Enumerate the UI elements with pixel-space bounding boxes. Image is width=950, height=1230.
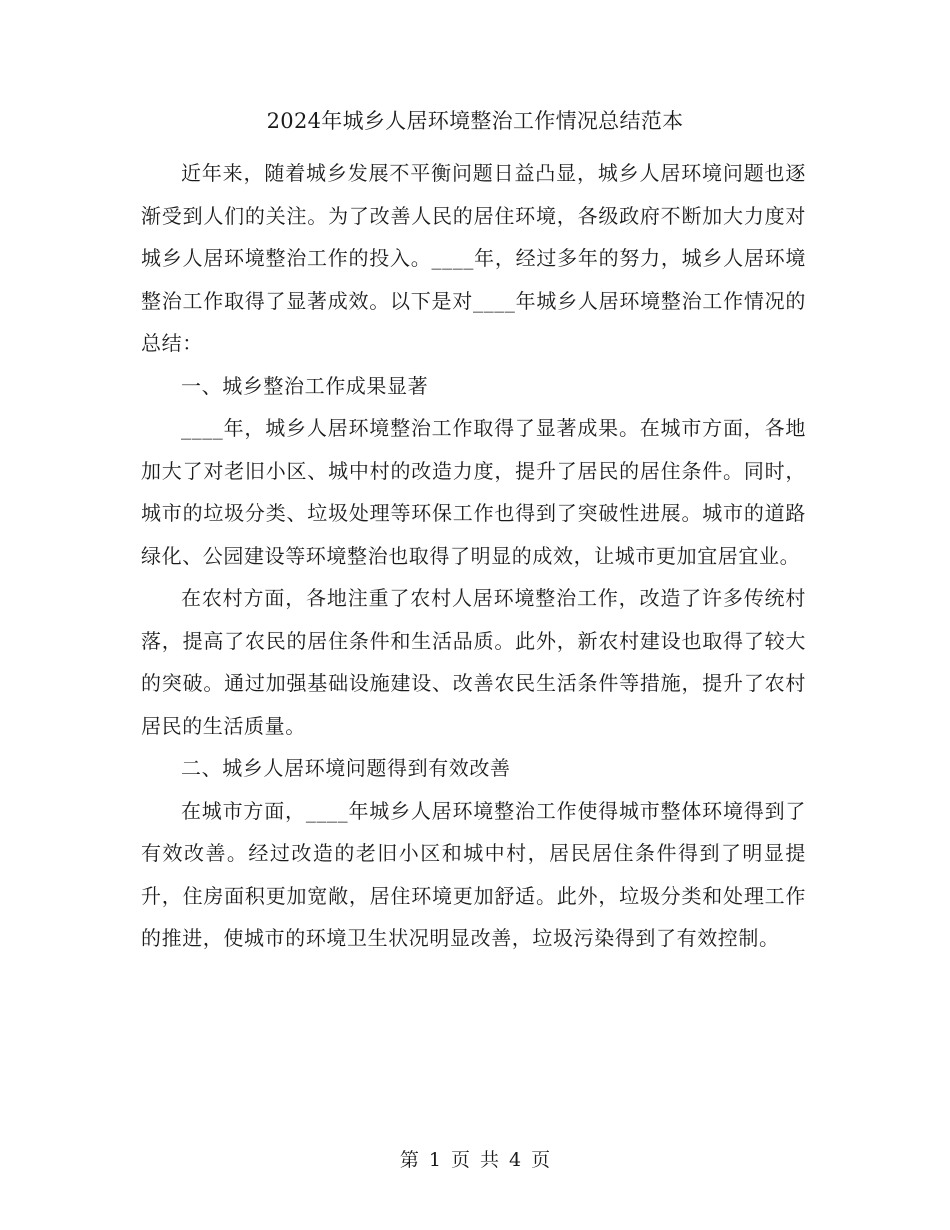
section-heading-2: 二、城乡人居环境问题得到有效改善 [181, 756, 511, 780]
section-1-paragraph-city: ____年，城乡人居环境整治工作取得了显著成果。在城市方面，各地加大了对老旧小区、城中村的改造力度，提升了居民的居住条件。同时，城市的垃圾分类、垃圾处理等环保工作也得到了突破性进展。城市的道路绿化、公园建设等环境整治也取得了明显的成效，让城市更加宜居宜业。 [141, 416, 806, 568]
section-1-paragraph-rural: 在农村方面，各地注重了农村人居环境整治工作，改造了许多传统村落，提高了农民的居住条件和生活品质。此外，新农村建设也取得了较大的突破。通过加强基础设施建设、改善农民生活条件等措施，提升了农村居民的生活质量。 [141, 586, 806, 738]
page-number-footer: 第 1 页 共 4 页 [399, 1149, 551, 1171]
intro-paragraph: 近年来，随着城乡发展不平衡问题日益凸显，城乡人居环境问题也逐渐受到人们的关注。为了改善人民的居住环境，各级政府不断加大力度对城乡人居环境整治工作的投入。____年，经过多年的努力，城乡人居环境整治工作取得了显著成效。以下是对____年城乡人居环境整治工作情况的总结： [141, 161, 806, 355]
section-heading-1: 一、城乡整治工作成果显著 [181, 373, 429, 398]
document-body [141, 152, 806, 960]
section-2-paragraph-city: 在城市方面，____年城乡人居环境整治工作使得城市整体环境得到了有效改善。经过改造的老旧小区和城中村，居民居住条件得到了明显提升，住房面积更加宽敞，居住环境更加舒适。此外，垃圾分类和处理工作的推进，使城市的环境卫生状况明显改善，垃圾污染得到了有效控制。 [141, 798, 806, 950]
document-title: 2024年城乡人居环境整治工作情况总结范本 [266, 109, 684, 133]
